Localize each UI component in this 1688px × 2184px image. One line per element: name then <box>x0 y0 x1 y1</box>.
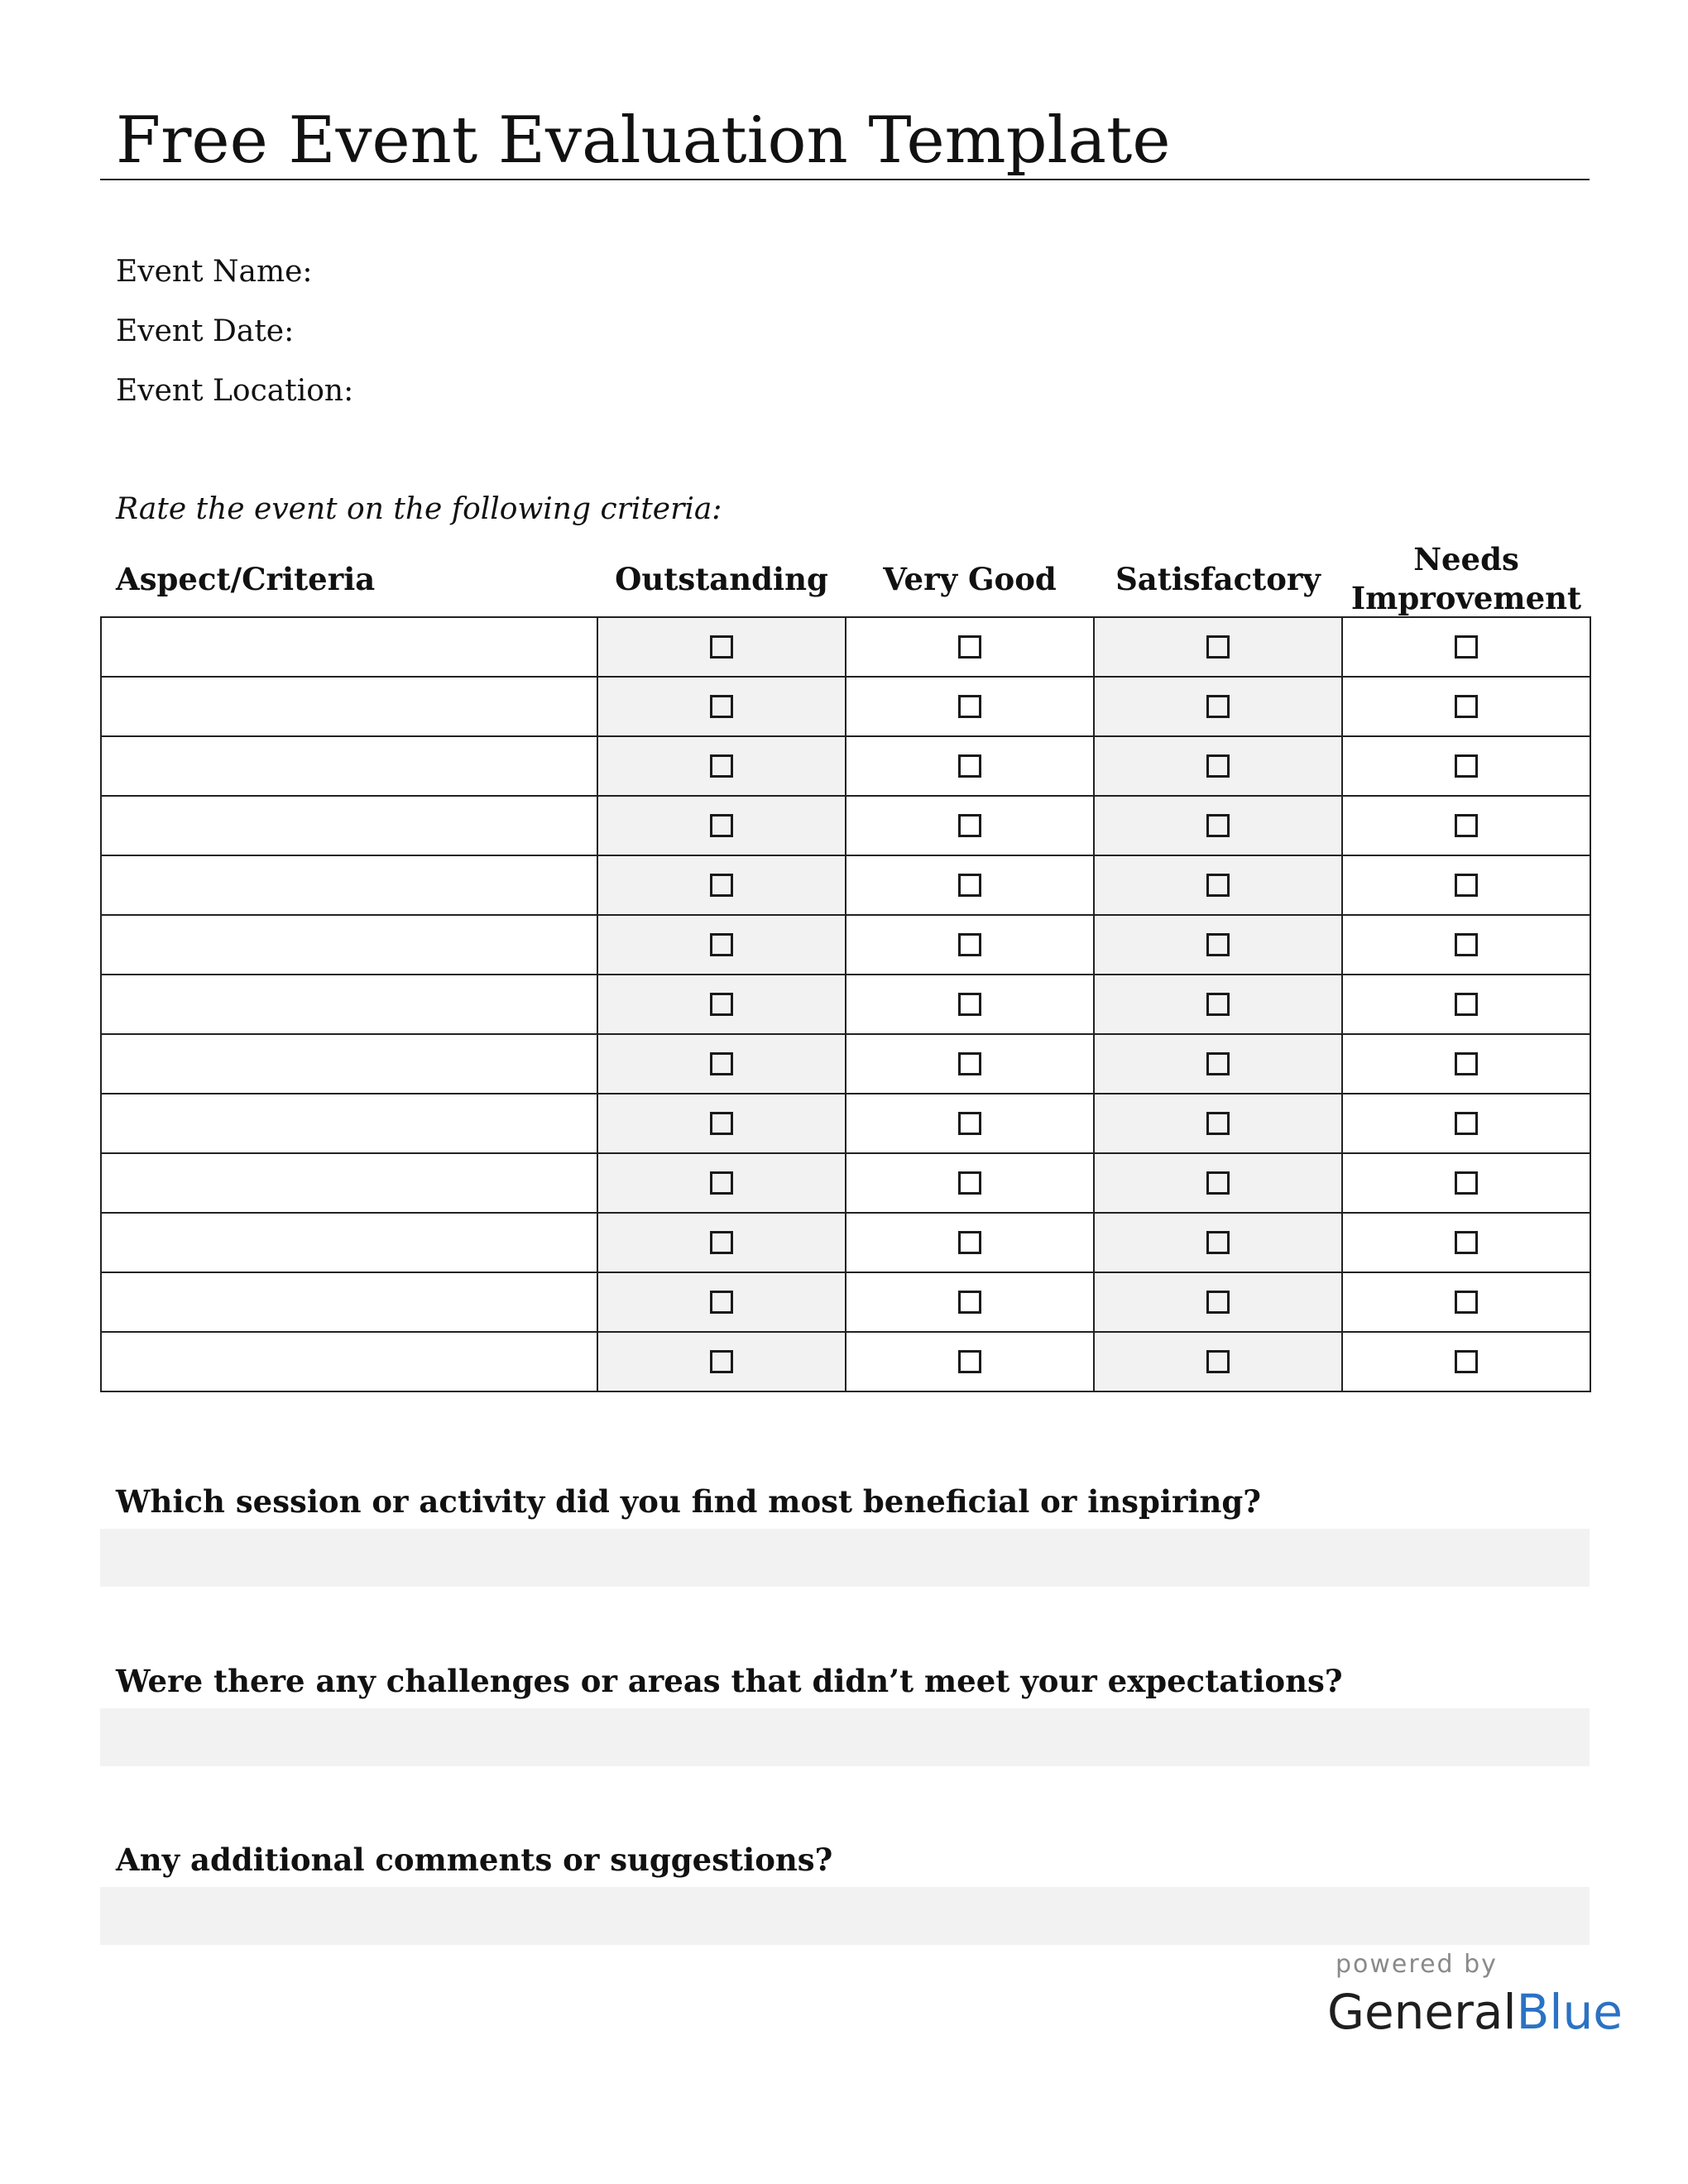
rating-row <box>101 915 1590 975</box>
rating-cell-very-good <box>846 1094 1094 1153</box>
rating-row <box>101 617 1590 677</box>
checkbox-very-good[interactable] <box>958 754 981 778</box>
checkbox-needs-improvement[interactable] <box>1455 1052 1478 1075</box>
checkbox-very-good[interactable] <box>958 1112 981 1135</box>
checkbox-satisfactory[interactable] <box>1206 1052 1230 1075</box>
rating-cell-needs-improvement <box>1342 617 1590 677</box>
rating-row <box>101 1213 1590 1272</box>
rating-cell-very-good <box>846 915 1094 975</box>
question-most-beneficial: Which session or activity did you find most beneficial or inspiring? <box>116 1483 1261 1520</box>
rating-cell-satisfactory <box>1094 915 1342 975</box>
checkbox-outstanding[interactable] <box>710 874 733 897</box>
rating-cell-satisfactory <box>1094 855 1342 915</box>
header-aspect-criteria: Aspect/Criteria <box>116 561 376 597</box>
rating-cell-outstanding <box>597 975 846 1034</box>
rating-cell-satisfactory <box>1094 736 1342 796</box>
rating-row <box>101 1094 1590 1153</box>
answer-field-challenges[interactable] <box>100 1708 1590 1766</box>
checkbox-satisfactory[interactable] <box>1206 874 1230 897</box>
criteria-cell[interactable] <box>101 1332 597 1391</box>
checkbox-outstanding[interactable] <box>710 1291 733 1314</box>
rating-cell-satisfactory <box>1094 1094 1342 1153</box>
checkbox-needs-improvement[interactable] <box>1455 1350 1478 1373</box>
checkbox-very-good[interactable] <box>958 993 981 1016</box>
criteria-cell[interactable] <box>101 736 597 796</box>
rating-cell-satisfactory <box>1094 796 1342 855</box>
rating-cell-outstanding <box>597 677 846 736</box>
checkbox-very-good[interactable] <box>958 933 981 956</box>
generalblue-logo <box>1327 1982 1623 2042</box>
checkbox-very-good[interactable] <box>958 1350 981 1373</box>
checkbox-satisfactory[interactable] <box>1206 1171 1230 1195</box>
rating-row <box>101 1034 1590 1094</box>
header-satisfactory: Satisfactory <box>1115 561 1321 597</box>
rating-cell-outstanding <box>597 617 846 677</box>
checkbox-outstanding[interactable] <box>710 1052 733 1075</box>
page-title: Free Event Evaluation Template <box>116 103 1171 178</box>
checkbox-needs-improvement[interactable] <box>1455 933 1478 956</box>
rating-instructions: Rate the event on the following criteria: <box>116 492 722 526</box>
rating-cell-satisfactory <box>1094 677 1342 736</box>
rating-cell-needs-improvement <box>1342 677 1590 736</box>
criteria-cell[interactable] <box>101 677 597 736</box>
checkbox-outstanding[interactable] <box>710 635 733 659</box>
checkbox-outstanding[interactable] <box>710 1350 733 1373</box>
rating-row <box>101 1153 1590 1213</box>
rating-row <box>101 736 1590 796</box>
checkbox-needs-improvement[interactable] <box>1455 814 1478 837</box>
brand-general-text: General <box>1327 1984 1517 2040</box>
checkbox-needs-improvement[interactable] <box>1455 993 1478 1016</box>
event-location-label: Event Location: <box>116 374 354 408</box>
checkbox-very-good[interactable] <box>958 635 981 659</box>
rating-cell-very-good <box>846 1153 1094 1213</box>
checkbox-very-good[interactable] <box>958 1291 981 1314</box>
rating-cell-needs-improvement <box>1342 1034 1590 1094</box>
checkbox-needs-improvement[interactable] <box>1455 754 1478 778</box>
checkbox-satisfactory[interactable] <box>1206 635 1230 659</box>
rating-cell-outstanding <box>597 1272 846 1332</box>
title-divider <box>100 179 1590 180</box>
rating-cell-needs-improvement <box>1342 915 1590 975</box>
rating-cell-needs-improvement <box>1342 1272 1590 1332</box>
rating-cell-outstanding <box>597 915 846 975</box>
rating-cell-satisfactory <box>1094 1153 1342 1213</box>
checkbox-satisfactory[interactable] <box>1206 1350 1230 1373</box>
rating-cell-very-good <box>846 855 1094 915</box>
rating-cell-very-good <box>846 617 1094 677</box>
rating-cell-satisfactory <box>1094 1213 1342 1272</box>
criteria-cell[interactable] <box>101 1153 597 1213</box>
rating-cell-very-good <box>846 1332 1094 1391</box>
checkbox-very-good[interactable] <box>958 874 981 897</box>
checkbox-very-good[interactable] <box>958 814 981 837</box>
rating-cell-needs-improvement <box>1342 1213 1590 1272</box>
criteria-cell[interactable] <box>101 617 597 677</box>
criteria-cell[interactable] <box>101 1213 597 1272</box>
checkbox-needs-improvement[interactable] <box>1455 635 1478 659</box>
rating-cell-satisfactory <box>1094 1034 1342 1094</box>
question-challenges: Were there any challenges or areas that didn’t meet your expectations? <box>116 1663 1343 1699</box>
checkbox-outstanding[interactable] <box>710 993 733 1016</box>
checkbox-outstanding[interactable] <box>710 695 733 718</box>
rating-cell-satisfactory <box>1094 1332 1342 1391</box>
checkbox-needs-improvement[interactable] <box>1455 1171 1478 1195</box>
checkbox-outstanding[interactable] <box>710 754 733 778</box>
rating-cell-very-good <box>846 677 1094 736</box>
checkbox-satisfactory[interactable] <box>1206 1112 1230 1135</box>
criteria-cell[interactable] <box>101 975 597 1034</box>
checkbox-outstanding[interactable] <box>710 814 733 837</box>
rating-cell-needs-improvement <box>1342 1332 1590 1391</box>
rating-cell-needs-improvement <box>1342 1094 1590 1153</box>
checkbox-needs-improvement[interactable] <box>1455 1112 1478 1135</box>
rating-cell-needs-improvement <box>1342 855 1590 915</box>
event-name-label: Event Name: <box>116 255 313 289</box>
rating-row <box>101 1272 1590 1332</box>
checkbox-satisfactory[interactable] <box>1206 754 1230 778</box>
rating-table-body <box>101 617 1590 1391</box>
rating-cell-needs-improvement <box>1342 796 1590 855</box>
rating-cell-very-good <box>846 796 1094 855</box>
checkbox-outstanding[interactable] <box>710 1112 733 1135</box>
checkbox-very-good[interactable] <box>958 1052 981 1075</box>
rating-cell-outstanding <box>597 855 846 915</box>
rating-cell-needs-improvement <box>1342 1153 1590 1213</box>
rating-cell-outstanding <box>597 1034 846 1094</box>
criteria-cell[interactable] <box>101 855 597 915</box>
criteria-cell[interactable] <box>101 1094 597 1153</box>
rating-cell-outstanding <box>597 1153 846 1213</box>
checkbox-needs-improvement[interactable] <box>1455 695 1478 718</box>
checkbox-satisfactory[interactable] <box>1206 1231 1230 1254</box>
criteria-cell[interactable] <box>101 915 597 975</box>
rating-cell-outstanding <box>597 736 846 796</box>
rating-row <box>101 677 1590 736</box>
header-very-good: Very Good <box>883 561 1057 597</box>
event-date-label: Event Date: <box>116 314 295 348</box>
answer-field-additional-comments[interactable] <box>100 1887 1590 1945</box>
rating-row <box>101 855 1590 915</box>
brand-blue-text: Blue <box>1516 1984 1623 2040</box>
rating-cell-outstanding <box>597 796 846 855</box>
checkbox-needs-improvement[interactable] <box>1455 1291 1478 1314</box>
criteria-cell[interactable] <box>101 1034 597 1094</box>
rating-cell-very-good <box>846 975 1094 1034</box>
checkbox-very-good[interactable] <box>958 1171 981 1195</box>
rating-cell-very-good <box>846 1213 1094 1272</box>
rating-cell-satisfactory <box>1094 617 1342 677</box>
rating-row <box>101 1332 1590 1391</box>
powered-by-text: powered by <box>1336 1950 1498 1979</box>
checkbox-very-good[interactable] <box>958 695 981 718</box>
criteria-cell[interactable] <box>101 1272 597 1332</box>
rating-cell-outstanding <box>597 1094 846 1153</box>
checkbox-outstanding[interactable] <box>710 1171 733 1195</box>
question-additional-comments: Any additional comments or suggestions? <box>116 1842 833 1878</box>
checkbox-outstanding[interactable] <box>710 1231 733 1254</box>
criteria-cell[interactable] <box>101 796 597 855</box>
checkbox-satisfactory[interactable] <box>1206 695 1230 718</box>
checkbox-very-good[interactable] <box>958 1231 981 1254</box>
rating-cell-very-good <box>846 1272 1094 1332</box>
checkbox-satisfactory[interactable] <box>1206 933 1230 956</box>
rating-row <box>101 796 1590 855</box>
checkbox-outstanding[interactable] <box>710 933 733 956</box>
rating-cell-needs-improvement <box>1342 975 1590 1034</box>
rating-cell-very-good <box>846 736 1094 796</box>
rating-cell-satisfactory <box>1094 975 1342 1034</box>
rating-cell-outstanding <box>597 1332 846 1391</box>
rating-cell-very-good <box>846 1034 1094 1094</box>
rating-cell-satisfactory <box>1094 1272 1342 1332</box>
header-outstanding: Outstanding <box>615 561 828 597</box>
header-needs-improvement-line1: Needs <box>1413 541 1519 577</box>
header-needs-improvement-line2: Improvement <box>1350 580 1582 616</box>
checkbox-needs-improvement[interactable] <box>1455 1231 1478 1254</box>
checkbox-satisfactory[interactable] <box>1206 814 1230 837</box>
rating-row <box>101 975 1590 1034</box>
checkbox-needs-improvement[interactable] <box>1455 874 1478 897</box>
rating-cell-outstanding <box>597 1213 846 1272</box>
rating-cell-needs-improvement <box>1342 736 1590 796</box>
answer-field-most-beneficial[interactable] <box>100 1529 1590 1587</box>
checkbox-satisfactory[interactable] <box>1206 1291 1230 1314</box>
checkbox-satisfactory[interactable] <box>1206 993 1230 1016</box>
rating-table <box>100 616 1591 1392</box>
